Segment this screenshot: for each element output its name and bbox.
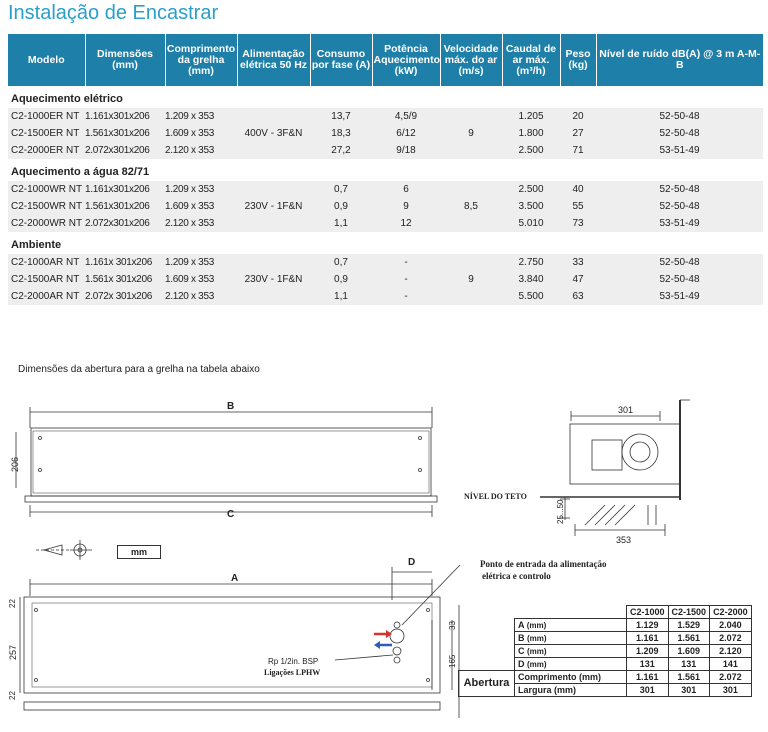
col-header: C2-1000 [627,606,669,619]
dim-25-50: 25...50 [556,499,565,524]
cell-dim: 2.072x 301x206 [85,288,165,305]
nivel-teto: NÍVEL DO TETO [464,492,527,501]
header-cell: Consumo por fase (A) [310,34,372,86]
cell-dim: 1.161x301x206 [85,108,165,125]
page-title: Instalação de Encastrar [8,2,219,24]
cell-grelha: 1.609 x 353 [165,271,237,288]
cell-potencia: 9 [372,198,440,215]
cell-caudal: 2.500 [502,181,560,198]
cell-peso: 40 [560,181,596,198]
cell-ruido: 52-50-48 [596,108,763,125]
cell-caudal: 1.800 [502,125,560,142]
label-d: D [408,557,416,568]
cell-grelha: 2.120 x 353 [165,215,237,232]
cell-peso: 27 [560,125,596,142]
cell-modelo: C2-1500ER NT [8,125,85,142]
cell-ruido: 53-51-49 [596,142,763,159]
cell-dim: 1.161x301x206 [85,181,165,198]
dims-row: C (mm) 1.209 1.609 2.120 [459,645,752,658]
group-title: Aquecimento elétrico [8,86,763,108]
label-c: C [227,509,235,520]
header-cell: Caudal de ar máx. (m³/h) [502,34,560,86]
header-cell: Dimensões (mm) [85,34,165,86]
cell-consumo: 0,9 [310,271,372,288]
cell-dim: 1.161x 301x206 [85,254,165,271]
cell-grelha: 1.209 x 353 [165,254,237,271]
header-cell: Potência Aquecimento (kW) [372,34,440,86]
cell-modelo: C2-1000ER NT [8,108,85,125]
cell-potencia: - [372,254,440,271]
header-cell: Velocidade máx. do ar (m/s) [440,34,502,86]
dims-row: A (mm) 1.129 1.529 2.040 [459,619,752,632]
cell-peso: 73 [560,215,596,232]
abertura-label: Abertura [459,671,515,697]
dim-22-bottom: 22 [8,691,17,700]
cell-ruido: 52-50-48 [596,125,763,142]
cell-grelha: 1.209 x 353 [165,181,237,198]
cell-grelha: 1.609 x 353 [165,125,237,142]
group-title: Ambiente [8,232,763,254]
cell-potencia: 12 [372,215,440,232]
dim-257: 257 [8,644,18,660]
cell-consumo: 27,2 [310,142,372,159]
label-a: A [231,573,239,584]
cell-modelo: C2-2000AR NT [8,288,85,305]
cell-velocidade: 9 [440,254,502,305]
cell-alimentacao: 400V - 3F&N [237,108,310,159]
cell-ruido: 52-50-48 [596,271,763,288]
dims-row: B (mm) 1.161 1.561 2.072 [459,632,752,645]
cell-dim: 2.072x301x206 [85,142,165,159]
col-header: C2-2000 [710,606,752,619]
cell-ruido: 52-50-48 [596,198,763,215]
label-b: B [227,401,235,412]
lphw-label: Ligações LPHW [264,668,321,677]
cell-velocidade: 8,5 [440,181,502,232]
opening-note: Dimensões da abertura para a grelha na tabela abaixo [18,364,260,375]
cell-consumo: 0,7 [310,254,372,271]
dim-33: 33 [448,621,457,630]
cell-consumo: 0,9 [310,198,372,215]
cell-ruido: 53-51-49 [596,288,763,305]
cell-modelo: C2-1500AR NT [8,271,85,288]
cell-consumo: 1,1 [310,215,372,232]
cell-consumo: 18,3 [310,125,372,142]
header-cell: Nível de ruído dB(A) @ 3 m A-M-B [596,34,763,86]
col-header: C2-1500 [668,606,710,619]
cell-caudal: 2.750 [502,254,560,271]
dim-353: 353 [616,535,632,545]
cell-caudal: 5.010 [502,215,560,232]
cell-ruido: 53-51-49 [596,215,763,232]
cell-caudal: 3.840 [502,271,560,288]
cell-grelha: 1.609 x 353 [165,198,237,215]
cell-modelo: C2-2000WR NT [8,215,85,232]
cell-dim: 1.561x301x206 [85,198,165,215]
cell-ruido: 52-50-48 [596,181,763,198]
dim-165: 165 [448,654,457,668]
cell-dim: 1.561x 301x206 [85,271,165,288]
cell-peso: 47 [560,271,596,288]
cell-peso: 55 [560,198,596,215]
cell-potencia: 6 [372,181,440,198]
cell-dim: 1.561x301x206 [85,125,165,142]
header-cell: Comprimento da grelha (mm) [165,34,237,86]
rp-bsp-label: Rp 1/2in. BSP [268,657,319,666]
grille-bottom [24,702,440,710]
cell-grelha: 1.209 x 353 [165,108,237,125]
cell-caudal: 3.500 [502,198,560,215]
power-entry-label-2: elétrica e controlo [482,571,551,581]
cell-consumo: 13,7 [310,108,372,125]
cell-peso: 71 [560,142,596,159]
cell-alimentacao: 230V - 1F&N [237,181,310,232]
header-cell: Peso (kg) [560,34,596,86]
grille-front [25,496,437,502]
cell-consumo: 1,1 [310,288,372,305]
cell-alimentacao: 230V - 1F&N [237,254,310,305]
cell-modelo: C2-1000AR NT [8,254,85,271]
cell-modelo: C2-2000ER NT [8,142,85,159]
dim-206: 206 [10,456,20,472]
cell-ruido: 52-50-48 [596,254,763,271]
cell-potencia: - [372,271,440,288]
dims-row: D (mm) 131 131 141 [459,658,752,671]
cell-caudal: 5.500 [502,288,560,305]
cell-potencia: 9/18 [372,142,440,159]
group-title: Aquecimento a água 82/71 [8,159,763,181]
unit-side-view [570,424,680,484]
cell-grelha: 2.120 x 353 [165,142,237,159]
header-cell: Modelo [8,34,85,86]
power-entry-label: Ponto de entrada da alimentação [480,559,607,569]
cell-modelo: C2-1000WR NT [8,181,85,198]
dim-22-top: 22 [8,599,17,608]
cell-consumo: 0,7 [310,181,372,198]
cell-velocidade: 9 [440,108,502,159]
cell-caudal: 1.205 [502,108,560,125]
cell-grelha: 2.120 x 353 [165,288,237,305]
cell-dim: 2.072x301x206 [85,215,165,232]
cell-modelo: C2-1500WR NT [8,198,85,215]
abertura-row: Largura (mm) 301 301 301 [459,684,752,697]
header-cell: Alimentação elétrica 50 Hz [237,34,310,86]
opening-dims-table [458,605,752,697]
units-mm-box: mm [117,545,161,559]
dim-301: 301 [618,405,634,415]
cell-potencia: 4,5/9 [372,108,440,125]
cell-potencia: 6/12 [372,125,440,142]
cell-caudal: 2.500 [502,142,560,159]
cell-peso: 20 [560,108,596,125]
abertura-row: Abertura Comprimento (mm) 1.161 1.561 2.072 [459,671,752,684]
cell-potencia: - [372,288,440,305]
cell-peso: 63 [560,288,596,305]
unit-front-view [31,428,431,496]
cell-peso: 33 [560,254,596,271]
